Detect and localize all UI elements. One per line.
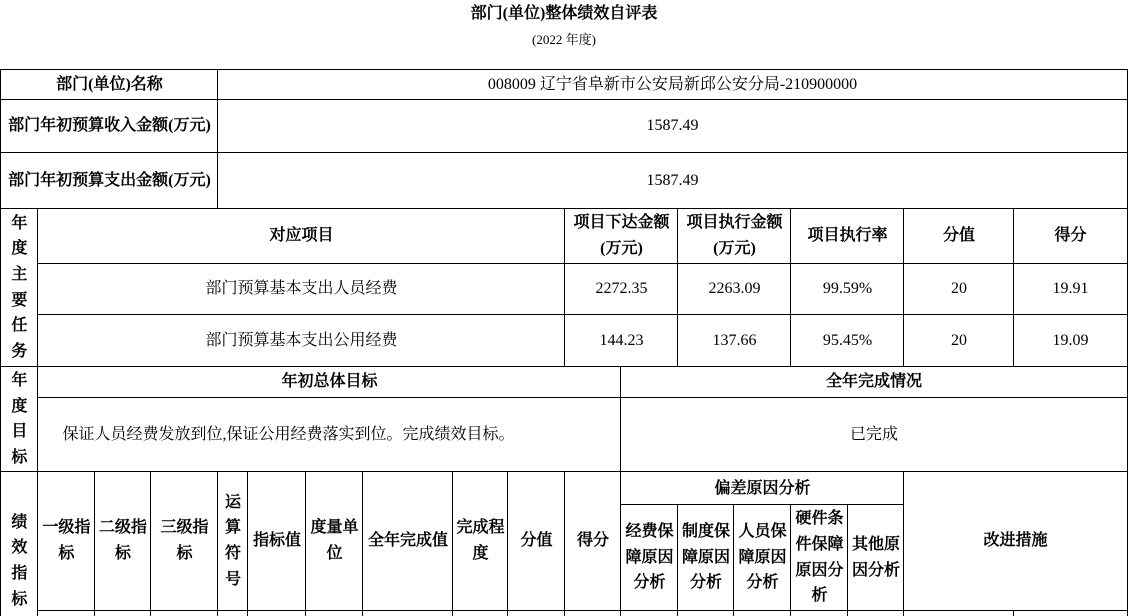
indicator-header-unit: 度量单位 bbox=[306, 472, 363, 610]
indicator-header-level3: 三级指标 bbox=[151, 472, 218, 610]
indicator-header-score-value: 分值 bbox=[508, 472, 565, 610]
indicator-header-level1: 一级指标 bbox=[38, 472, 95, 610]
tasks-data-row bbox=[1, 264, 1127, 315]
task-score: 19.91 bbox=[1014, 264, 1127, 315]
task-project-name: 部门预算基本支出人员经费 bbox=[38, 264, 565, 315]
tasks-side-label: 年度主要任务 bbox=[11, 214, 28, 360]
indicators-header-row bbox=[1, 472, 1127, 505]
tasks-header-row bbox=[1, 209, 1127, 264]
goals-completion-value: 已完成 bbox=[621, 398, 1127, 472]
empty-cell bbox=[734, 610, 791, 616]
empty-cell bbox=[38, 610, 95, 616]
empty-cell bbox=[791, 610, 848, 616]
indicator-header-operator bbox=[218, 472, 248, 610]
indicator-header-level2: 二级指标 bbox=[95, 472, 151, 610]
table-row bbox=[1, 100, 1127, 153]
tasks-header-score-value: 分值 bbox=[904, 209, 1014, 264]
task-issued-amount: 144.23 bbox=[565, 315, 678, 367]
indicator-header-completion: 完成程度 bbox=[453, 472, 508, 610]
tasks-header-project: 对应项目 bbox=[38, 209, 565, 264]
improvement-header: 改进措施 bbox=[904, 472, 1127, 610]
dept-name-value: 008009 辽宁省阜新市公安局新邱公安分局-210900000 bbox=[218, 70, 1127, 100]
tasks-side-cell bbox=[1, 209, 38, 367]
goals-data-row bbox=[1, 398, 1127, 472]
deviation-header-personnel: 人员保障原因分析 bbox=[734, 505, 791, 610]
empty-cell bbox=[248, 610, 306, 616]
goals-side-cell bbox=[1, 367, 38, 472]
empty-cell bbox=[1014, 610, 1127, 616]
task-score-value: 20 bbox=[904, 315, 1014, 367]
goals-side-label: 年度目标 bbox=[11, 372, 28, 466]
task-execution-rate: 95.45% bbox=[791, 315, 904, 367]
indicator-header-target-value: 指标值 bbox=[248, 472, 306, 610]
task-executed-amount: 137.66 bbox=[678, 315, 791, 367]
empty-cell bbox=[306, 610, 363, 616]
page-title: 部门(单位)整体绩效自评表 bbox=[470, 5, 658, 22]
indicators-empty-row bbox=[1, 610, 1127, 616]
budget-expense-value: 1587.49 bbox=[218, 153, 1127, 209]
budget-income-label: 部门年初预算收入金额(万元) bbox=[1, 100, 218, 153]
tasks-data-row bbox=[1, 315, 1127, 367]
deviation-header-other: 其他原因分析 bbox=[848, 505, 904, 610]
goals-header-row bbox=[1, 367, 1127, 398]
task-score-value: 20 bbox=[904, 264, 1014, 315]
goals-completion-header: 全年完成情况 bbox=[621, 367, 1127, 398]
empty-cell bbox=[151, 610, 218, 616]
task-score: 19.09 bbox=[1014, 315, 1127, 367]
indicator-header-annual-value: 全年完成值 bbox=[363, 472, 453, 610]
empty-cell bbox=[904, 610, 1014, 616]
empty-cell bbox=[565, 610, 621, 616]
indicator-header-score: 得分 bbox=[565, 472, 621, 610]
task-execution-rate: 99.59% bbox=[791, 264, 904, 315]
table-row bbox=[1, 70, 1127, 100]
task-executed-amount: 2263.09 bbox=[678, 264, 791, 315]
goals-initial-header: 年初总体目标 bbox=[38, 367, 621, 398]
indicator-header-operator-label: 运算符号 bbox=[224, 493, 241, 588]
empty-cell bbox=[678, 610, 734, 616]
table-row bbox=[1, 153, 1127, 209]
budget-income-value: 1587.49 bbox=[218, 100, 1127, 153]
task-project-name: 部门预算基本支出公用经费 bbox=[38, 315, 565, 367]
empty-cell bbox=[95, 610, 151, 616]
deviation-header-system: 制度保障原因分析 bbox=[678, 505, 734, 610]
deviation-header-funding: 经费保障原因分析 bbox=[621, 505, 678, 610]
tasks-header-executed-amount: 项目执行金额(万元) bbox=[678, 209, 791, 264]
performance-table bbox=[0, 69, 1127, 616]
empty-cell bbox=[363, 610, 453, 616]
tasks-header-execution-rate: 项目执行率 bbox=[791, 209, 904, 264]
tasks-header-score: 得分 bbox=[1014, 209, 1127, 264]
page-subtitle: (2022 年度) bbox=[532, 32, 596, 47]
goals-initial-value: 保证人员经费发放到位,保证公用经费落实到位。完成绩效目标。 bbox=[38, 398, 621, 472]
empty-cell bbox=[621, 610, 678, 616]
deviation-header-hardware: 硬件条件保障原因分析 bbox=[791, 505, 848, 610]
indicators-side-cell bbox=[1, 472, 38, 616]
deviation-group-header: 偏差原因分析 bbox=[621, 472, 904, 505]
empty-cell bbox=[508, 610, 565, 616]
empty-cell bbox=[218, 610, 248, 616]
empty-cell bbox=[453, 610, 508, 616]
dept-name-label: 部门(单位)名称 bbox=[1, 70, 218, 100]
empty-cell bbox=[848, 610, 904, 616]
indicators-side-label: 绩效指标 bbox=[11, 513, 28, 608]
tasks-header-issued-amount: 项目下达金额(万元) bbox=[565, 209, 678, 264]
budget-expense-label: 部门年初预算支出金额(万元) bbox=[1, 153, 218, 209]
task-issued-amount: 2272.35 bbox=[565, 264, 678, 315]
